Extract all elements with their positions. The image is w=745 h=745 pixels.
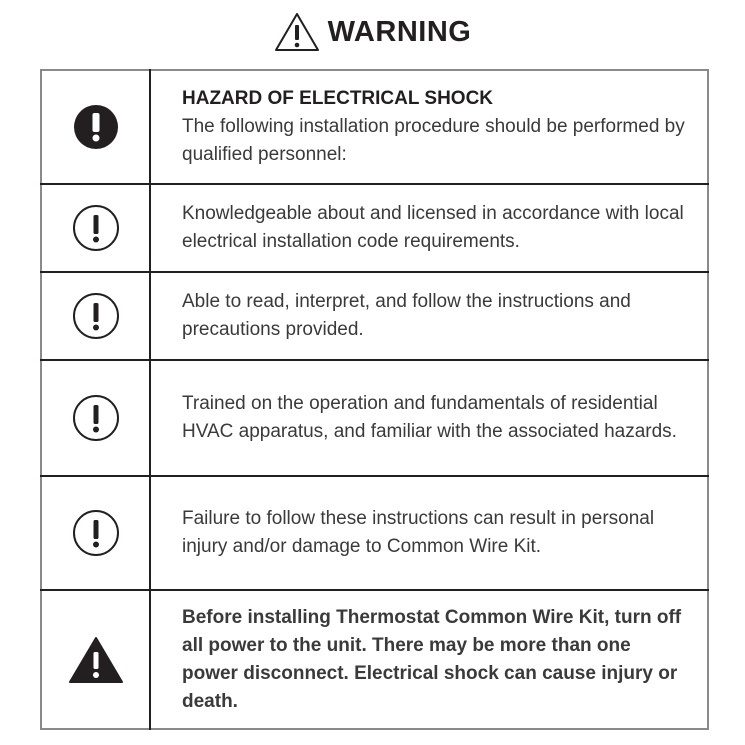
table-row (41, 184, 708, 272)
warning-triangle-outline-icon (274, 12, 320, 52)
row-text: The following installation procedure should be performed by qualified personnel: (182, 116, 685, 165)
row-text: Trained on the operation and fundamentals of residential HVAC apparatus, and familiar with the associated hazards. (150, 360, 708, 476)
warning-title (0, 12, 745, 52)
table-row (41, 272, 708, 360)
row-text: Before installing Thermostat Common Wire Kit, turn off all power to the unit. There may be more than one power disconnect. Electrical shock can cause injury or death. (150, 590, 708, 729)
table-row (41, 476, 708, 590)
row-text: Knowledgeable about and licensed in accordance with local electrical installation code requirements. (150, 184, 708, 272)
hazard-heading: HAZARD OF ELECTRICAL SHOCK (182, 88, 494, 109)
exclamation-circle-filled-icon (73, 104, 119, 150)
exclamation-circle-outline-icon (72, 204, 120, 252)
exclamation-circle-outline-icon (72, 509, 120, 557)
warning-table (40, 69, 709, 730)
row-text: Able to read, interpret, and follow the instructions and precautions provided. (150, 272, 708, 360)
exclamation-circle-outline-icon (72, 394, 120, 442)
table-row (41, 360, 708, 476)
exclamation-circle-outline-icon (72, 292, 120, 340)
warning-triangle-filled-icon (68, 636, 124, 684)
table-row (41, 70, 708, 184)
table-row (41, 590, 708, 729)
title-text: WARNING (327, 15, 472, 48)
row-text: Failure to follow these instructions can result in personal injury and/or damage to Common Wire Kit. (150, 476, 708, 590)
